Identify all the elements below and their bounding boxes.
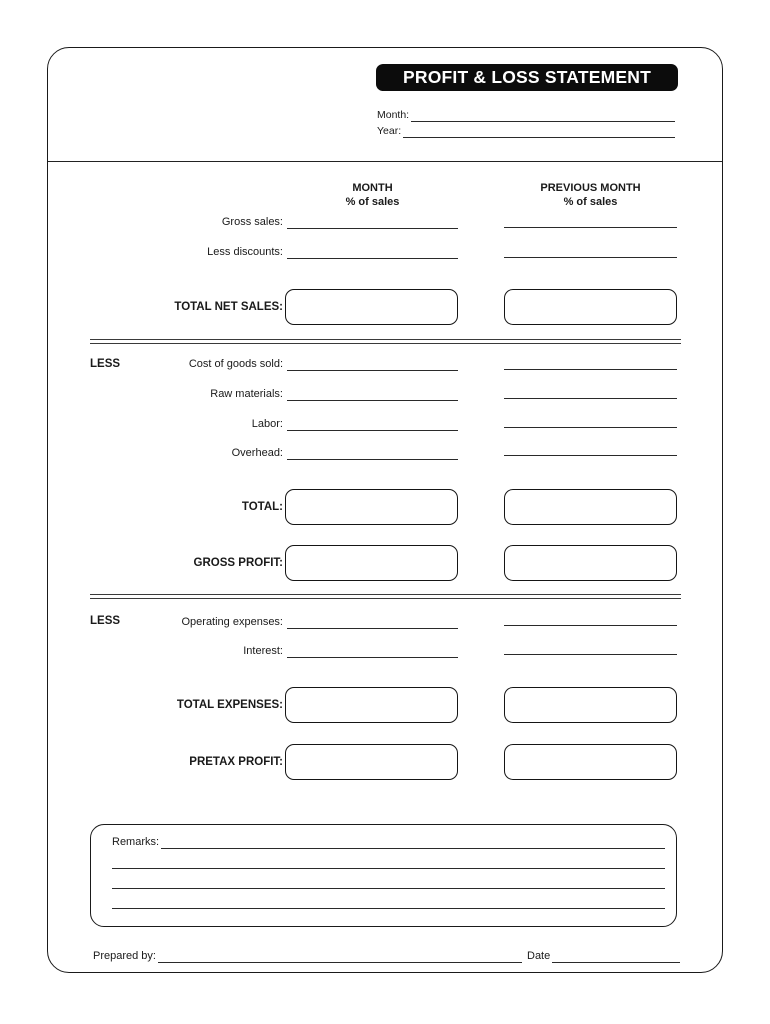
total-net-sales-label: TOTAL NET SALES: [174, 301, 283, 313]
total-net-sales-previous-box[interactable] [504, 289, 677, 325]
column-header-previous-title: PREVIOUS MONTH [540, 182, 641, 194]
total-expenses-month-box[interactable] [285, 687, 458, 723]
raw-materials-month-line[interactable] [287, 386, 458, 401]
operating-expenses-label: Operating expenses: [181, 616, 283, 628]
interest-previous-line[interactable] [504, 640, 677, 655]
operating-expenses-previous-line[interactable] [504, 611, 677, 626]
gross-sales-month-line[interactable] [287, 214, 458, 229]
year-field-row [377, 125, 675, 138]
raw-materials-previous-line[interactable] [504, 384, 677, 399]
labor-label: Labor: [251, 418, 283, 430]
cost-of-goods-month-line[interactable] [287, 356, 458, 371]
total-label: TOTAL: [241, 501, 283, 513]
overhead-label: Overhead: [231, 447, 283, 459]
prepared-by-label: Prepared by: [93, 950, 156, 962]
total-month-box[interactable] [285, 489, 458, 525]
pretax-profit-previous-box[interactable] [504, 744, 677, 780]
remarks-line-1[interactable] [161, 845, 665, 849]
labor-month-line[interactable] [287, 416, 458, 431]
total-expenses-label: TOTAL EXPENSES: [176, 699, 283, 711]
section-divider-1 [90, 339, 681, 344]
year-label: Year: [377, 125, 402, 137]
less-heading-2: LESS [90, 615, 121, 627]
header-divider [48, 161, 722, 162]
overhead-month-line[interactable] [287, 445, 458, 460]
raw-materials-label: Raw materials: [210, 388, 283, 400]
total-net-sales-month-box[interactable] [285, 289, 458, 325]
form-title: PROFIT & LOSS STATEMENT [376, 64, 678, 91]
remarks-line-3[interactable] [112, 874, 665, 889]
less-discounts-label: Less discounts: [207, 246, 283, 258]
column-header-month-title: MONTH [352, 182, 393, 194]
operating-expenses-month-line[interactable] [287, 614, 458, 629]
cost-of-goods-previous-line[interactable] [504, 355, 677, 370]
less-discounts-previous-line[interactable] [504, 243, 677, 258]
date-row [527, 950, 680, 963]
month-input-line[interactable] [411, 118, 675, 122]
column-header-month [287, 181, 458, 209]
interest-label: Interest: [243, 645, 283, 657]
interest-month-line[interactable] [287, 643, 458, 658]
gross-sales-label: Gross sales: [221, 216, 283, 228]
total-expenses-previous-box[interactable] [504, 687, 677, 723]
prepared-by-line[interactable] [158, 959, 522, 963]
less-discounts-month-line[interactable] [287, 244, 458, 259]
pretax-profit-label: PRETAX PROFIT: [189, 756, 283, 768]
column-header-previous-month [504, 181, 677, 209]
remarks-line-2[interactable] [112, 854, 665, 869]
less-heading-1: LESS [90, 358, 121, 370]
gross-sales-previous-line[interactable] [504, 213, 677, 228]
prepared-by-row [93, 950, 522, 963]
labor-previous-line[interactable] [504, 413, 677, 428]
overhead-previous-line[interactable] [504, 441, 677, 456]
remarks-row [112, 836, 665, 849]
gross-profit-label: GROSS PROFIT: [193, 557, 283, 569]
column-header-previous-subtitle: % of sales [563, 196, 618, 208]
section-divider-2 [90, 594, 681, 599]
pretax-profit-month-box[interactable] [285, 744, 458, 780]
total-previous-box[interactable] [504, 489, 677, 525]
column-header-month-subtitle: % of sales [345, 196, 400, 208]
cost-of-goods-label: Cost of goods sold: [188, 358, 283, 370]
date-label: Date [527, 950, 551, 962]
month-label: Month: [377, 109, 410, 121]
gross-profit-month-box[interactable] [285, 545, 458, 581]
year-input-line[interactable] [403, 134, 675, 138]
remarks-line-4[interactable] [112, 894, 665, 909]
gross-profit-previous-box[interactable] [504, 545, 677, 581]
date-line[interactable] [552, 959, 680, 963]
remarks-label: Remarks: [112, 836, 160, 848]
month-field-row [377, 109, 675, 122]
